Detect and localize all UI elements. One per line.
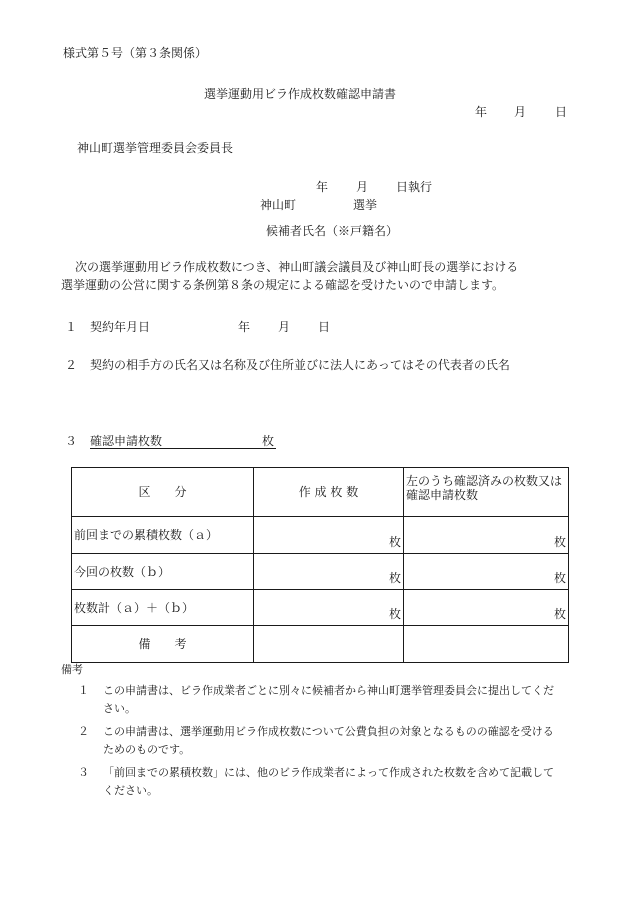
notes-heading: 備考: [61, 663, 83, 676]
col-confirmed-count-header: 左のうち確認済みの枚数又は確認申請枚数: [404, 468, 569, 517]
unit-label: 枚: [553, 607, 566, 621]
remarks-cell[interactable]: [254, 626, 404, 663]
exec-year: 年: [316, 180, 329, 194]
confirmed-count-cell[interactable]: [404, 590, 569, 626]
date-year: 年: [475, 105, 488, 119]
document-title: 選挙運動用ビラ作成枚数確認申請書: [204, 87, 397, 101]
item3-underline: [90, 448, 276, 449]
unit-label: 枚: [388, 571, 401, 585]
table-row: [72, 517, 569, 554]
date-month: 月: [514, 105, 527, 119]
item1-number: １: [65, 320, 78, 334]
col-created-count-header: 作 成 枚 数: [254, 468, 404, 517]
town-name: 神山町: [260, 198, 297, 212]
note-1-line-1: この申請書は、ビラ作成業者ごとに別々に候補者から神山町選挙管理委員会に提出してくだ: [103, 684, 554, 697]
remarks-row-label: 備 考: [72, 626, 254, 663]
item3-number: ３: [65, 434, 78, 448]
unit-label: 枚: [553, 535, 566, 549]
unit-label: 枚: [553, 571, 566, 585]
unit-label: 枚: [388, 607, 401, 621]
count-table: [71, 467, 569, 663]
row-label: 枚数計（ａ）＋（ｂ）: [72, 590, 254, 626]
created-count-cell[interactable]: [254, 590, 404, 626]
item1-year: 年: [238, 320, 251, 334]
note-2-line-2: ためのものです。: [103, 743, 191, 756]
created-count-cell[interactable]: [254, 554, 404, 590]
col-category-header: 区 分: [72, 468, 254, 517]
note-1-number: １: [78, 684, 89, 697]
remarks-row: [72, 626, 569, 663]
addressee: 神山町選挙管理委員会委員長: [77, 141, 234, 155]
election-word: 選挙: [353, 198, 378, 212]
body-text-line-1: 次の選挙運動用ビラ作成枚数につき、神山町議会議員及び神山町長の選挙における: [75, 260, 519, 274]
note-2-number: ２: [78, 725, 89, 738]
row-label: 前回までの累積枚数（ａ）: [72, 517, 254, 554]
note-2-line-1: この申請書は、選挙運動用ビラ作成枚数について公費負担の対象となるものの確認を受ける: [103, 725, 554, 738]
item1-day: 日: [318, 320, 331, 334]
table-header-row: [72, 468, 569, 517]
exec-month: 月: [356, 180, 369, 194]
item2-number: ２: [65, 358, 78, 372]
exec-day: 日執行: [396, 180, 433, 194]
table-row: [72, 590, 569, 626]
item3-label: 確認申請枚数: [90, 434, 163, 448]
item3-unit: 枚: [262, 434, 275, 448]
note-3-number: ３: [78, 766, 89, 779]
confirmed-count-cell[interactable]: [404, 554, 569, 590]
created-count-cell[interactable]: [254, 517, 404, 554]
candidate-name-label: 候補者氏名（※戸籍名）: [266, 224, 399, 238]
note-3-line-1: 「前回までの累積枚数」には、他のビラ作成業者によって作成された枚数を含めて記載して: [103, 766, 554, 779]
form-number: 様式第５号（第３条関係）: [63, 46, 208, 60]
remarks-cell[interactable]: [404, 626, 569, 663]
row-label: 今回の枚数（ｂ）: [72, 554, 254, 590]
body-text-line-2: 選挙運動の公営に関する条例第８条の規定による確認を受けたいので申請します。: [61, 278, 505, 292]
confirmed-count-cell[interactable]: [404, 517, 569, 554]
table-row: [72, 554, 569, 590]
item2-label: 契約の相手方の氏名又は名称及び住所並びに法人にあってはその代表者の氏名: [90, 358, 510, 372]
date-day: 日: [555, 105, 568, 119]
item1-month: 月: [278, 320, 291, 334]
item1-label: 契約年月日: [90, 320, 151, 334]
note-1-line-2: さい。: [103, 702, 136, 715]
unit-label: 枚: [388, 535, 401, 549]
note-3-line-2: ください。: [103, 784, 158, 797]
